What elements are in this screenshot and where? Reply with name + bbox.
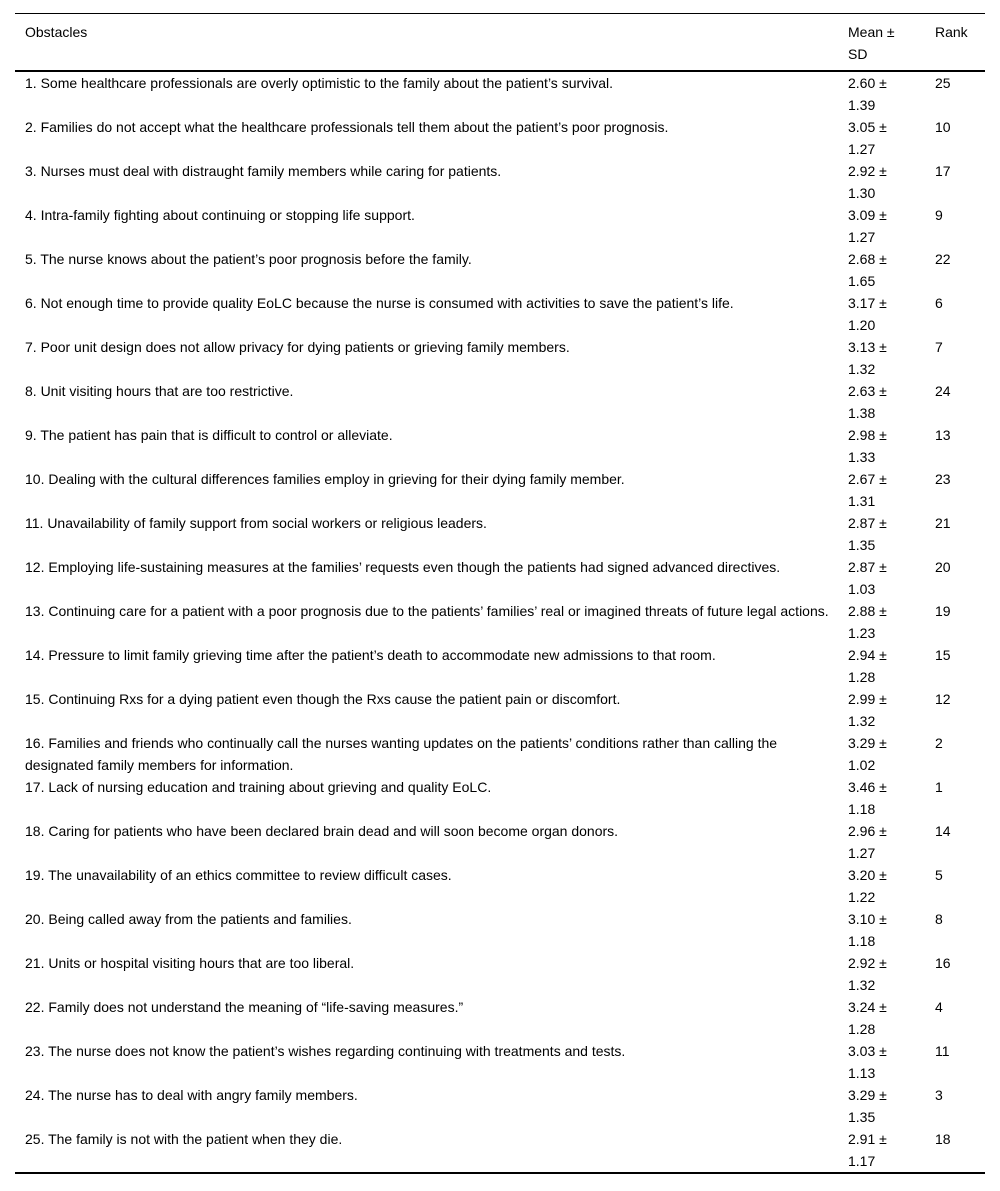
mean-value: 2.91 ± — [848, 1131, 887, 1147]
mean-sd-value — [848, 996, 935, 1040]
rank-value: 5 — [935, 867, 943, 883]
obstacle-text: 21. Units or hospital visiting hours that are too liberal. — [25, 955, 355, 971]
obstacle-text: 6. Not enough time to provide quality EoLC because the nurse is consumed with activities to save the patient’s life. — [25, 295, 734, 311]
sd-value: 1.35 — [848, 537, 876, 553]
sd-value: 1.28 — [848, 669, 876, 685]
sd-value: 1.30 — [848, 185, 876, 201]
mean-sd-value — [848, 160, 935, 204]
sd-value: 1.27 — [848, 141, 876, 157]
obstacle-text: 14. Pressure to limit family grieving time after the patient’s death to accommodate new admissions to that room. — [25, 647, 716, 663]
mean-sd-value — [848, 556, 935, 600]
rank-value: 24 — [935, 383, 951, 399]
rank-value: 25 — [935, 75, 951, 91]
mean-value: 2.63 ± — [848, 383, 887, 399]
rank-value: 14 — [935, 823, 951, 839]
table-row — [15, 688, 985, 732]
mean-sd-value — [848, 292, 935, 336]
obstacle-text: 20. Being called away from the patients and families. — [25, 911, 352, 927]
sd-value: 1.65 — [848, 273, 876, 289]
sd-value: 1.17 — [848, 1153, 876, 1169]
sd-value: 1.22 — [848, 889, 876, 905]
obstacle-text: 2. Families do not accept what the healthcare professionals tell them about the patient’s poor prognosis. — [25, 119, 669, 135]
mean-sd-value — [848, 776, 935, 820]
rank-value: 10 — [935, 119, 951, 135]
mean-sd-value — [848, 468, 935, 512]
mean-sd-value — [848, 204, 935, 248]
table-row — [15, 248, 985, 292]
mean-value: 2.94 ± — [848, 647, 887, 663]
sd-value: 1.02 — [848, 757, 876, 773]
col-header-rank-label: Rank — [935, 24, 968, 40]
mean-value: 2.98 ± — [848, 427, 887, 443]
table-body — [15, 71, 985, 1173]
mean-value: 2.87 ± — [848, 559, 887, 575]
rank-value: 16 — [935, 955, 951, 971]
mean-value: 2.68 ± — [848, 251, 887, 267]
obstacle-text: 25. The family is not with the patient when they die. — [25, 1131, 343, 1147]
mean-value: 2.96 ± — [848, 823, 887, 839]
rank-value: 11 — [935, 1043, 950, 1059]
obstacle-text: 16. Families and friends who continually call the nurses wanting updates on the patients’ conditions rather than calling the designated family members for information. — [25, 735, 778, 773]
obstacle-text: 9. The patient has pain that is difficult to control or alleviate. — [25, 427, 393, 443]
sd-value: 1.27 — [848, 845, 876, 861]
table-row — [15, 732, 985, 776]
rank-value: 18 — [935, 1131, 951, 1147]
table-row — [15, 116, 985, 160]
mean-sd-value — [848, 1128, 935, 1173]
rank-value: 1 — [935, 779, 943, 795]
mean-sd-value — [848, 600, 935, 644]
obstacle-text: 23. The nurse does not know the patient’s wishes regarding continuing with treatments and tests. — [25, 1043, 626, 1059]
mean-sd-value — [848, 1040, 935, 1084]
table-row — [15, 336, 985, 380]
rank-value: 21 — [935, 515, 951, 531]
mean-value: 2.92 ± — [848, 955, 887, 971]
sd-value: 1.32 — [848, 713, 876, 729]
col-header-mean-sd — [848, 14, 935, 72]
obstacle-text: 15. Continuing Rxs for a dying patient even though the Rxs cause the patient pain or discomfort. — [25, 691, 621, 707]
mean-sd-value — [848, 688, 935, 732]
obstacle-text: 4. Intra-family fighting about continuing or stopping life support. — [25, 207, 415, 223]
rank-value: 6 — [935, 295, 943, 311]
table-row — [15, 1084, 985, 1128]
col-header-obstacles — [15, 14, 848, 72]
rank-value: 20 — [935, 559, 951, 575]
rank-value: 3 — [935, 1087, 943, 1103]
obstacle-text: 17. Lack of nursing education and training about grieving and quality EoLC. — [25, 779, 492, 795]
rank-value: 17 — [935, 163, 951, 179]
mean-sd-value — [848, 336, 935, 380]
obstacles-table — [15, 13, 985, 1174]
obstacle-text: 8. Unit visiting hours that are too restrictive. — [25, 383, 294, 399]
mean-value: 3.24 ± — [848, 999, 887, 1015]
mean-value: 2.99 ± — [848, 691, 887, 707]
sd-value: 1.27 — [848, 229, 876, 245]
mean-value: 2.60 ± — [848, 75, 887, 91]
obstacle-text: 10. Dealing with the cultural differences families employ in grieving for their dying family member. — [25, 471, 625, 487]
table-row — [15, 556, 985, 600]
mean-sd-value — [848, 1084, 935, 1128]
table-row — [15, 864, 985, 908]
obstacle-text: 5. The nurse knows about the patient’s poor prognosis before the family. — [25, 251, 472, 267]
col-header-rank — [935, 14, 985, 72]
mean-value: 3.10 ± — [848, 911, 887, 927]
table-row — [15, 776, 985, 820]
table-row — [15, 71, 985, 116]
sd-value: 1.38 — [848, 405, 876, 421]
mean-sd-value — [848, 380, 935, 424]
sd-value: 1.23 — [848, 625, 876, 641]
mean-sd-value — [848, 732, 935, 776]
table-row — [15, 952, 985, 996]
table-row — [15, 1040, 985, 1084]
rank-value: 15 — [935, 647, 951, 663]
table-row — [15, 204, 985, 248]
obstacle-text: 3. Nurses must deal with distraught family members while caring for patients. — [25, 163, 502, 179]
obstacle-text: 22. Family does not understand the meaning of “life-saving measures.” — [25, 999, 464, 1015]
sd-value: 1.33 — [848, 449, 876, 465]
sd-value: 1.39 — [848, 97, 876, 113]
obstacle-text: 12. Employing life-sustaining measures at the families’ requests even though the patients had signed advanced directives. — [25, 559, 781, 575]
sd-value: 1.18 — [848, 801, 876, 817]
mean-sd-value — [848, 952, 935, 996]
mean-sd-value — [848, 248, 935, 292]
mean-sd-value — [848, 424, 935, 468]
table-row — [15, 908, 985, 952]
mean-value: 3.03 ± — [848, 1043, 887, 1059]
header-row — [15, 14, 985, 72]
table-row — [15, 996, 985, 1040]
obstacle-text: 1. Some healthcare professionals are overly optimistic to the family about the patient’s survival. — [25, 75, 614, 91]
table-row — [15, 292, 985, 336]
table-row — [15, 380, 985, 424]
table-row — [15, 468, 985, 512]
sd-value: 1.28 — [848, 1021, 876, 1037]
sd-value: 1.20 — [848, 317, 876, 333]
sd-value: 1.35 — [848, 1109, 876, 1125]
rank-value: 4 — [935, 999, 943, 1015]
rank-value: 9 — [935, 207, 943, 223]
mean-sd-value — [848, 820, 935, 864]
obstacle-text: 24. The nurse has to deal with angry family members. — [25, 1087, 358, 1103]
obstacle-text: 7. Poor unit design does not allow privacy for dying patients or grieving family members. — [25, 339, 570, 355]
table-row — [15, 1128, 985, 1173]
sd-value: 1.18 — [848, 933, 876, 949]
sd-value: 1.03 — [848, 581, 876, 597]
mean-value: 3.09 ± — [848, 207, 887, 223]
table-row — [15, 424, 985, 468]
mean-sd-value — [848, 644, 935, 688]
mean-value: 2.92 ± — [848, 163, 887, 179]
table-row — [15, 160, 985, 204]
mean-value: 3.29 ± — [848, 735, 887, 751]
mean-value: 3.05 ± — [848, 119, 887, 135]
rank-value: 8 — [935, 911, 943, 927]
mean-value: 2.87 ± — [848, 515, 887, 531]
sd-value: 1.32 — [848, 977, 876, 993]
table-row — [15, 512, 985, 556]
mean-sd-value — [848, 116, 935, 160]
mean-value: 3.17 ± — [848, 295, 887, 311]
col-header-obstacles-label: Obstacles — [25, 24, 88, 40]
table-row — [15, 820, 985, 864]
rank-value: 2 — [935, 735, 943, 751]
mean-value: 3.13 ± — [848, 339, 887, 355]
mean-sd-value — [848, 864, 935, 908]
mean-sd-value — [848, 71, 935, 116]
mean-value: 3.29 ± — [848, 1087, 887, 1103]
col-header-mean-line1: Mean ± — [848, 24, 895, 40]
rank-value: 7 — [935, 339, 943, 355]
mean-value: 3.46 ± — [848, 779, 887, 795]
table-row — [15, 600, 985, 644]
table-header — [15, 14, 985, 72]
rank-value: 23 — [935, 471, 951, 487]
obstacle-text: 13. Continuing care for a patient with a poor prognosis due to the patients’ families’ real or imagined threats of future legal actions. — [25, 603, 829, 619]
col-header-mean-line2: SD — [848, 46, 868, 62]
mean-value: 2.88 ± — [848, 603, 887, 619]
obstacle-text: 19. The unavailability of an ethics committee to review difficult cases. — [25, 867, 452, 883]
rank-value: 12 — [935, 691, 951, 707]
sd-value: 1.13 — [848, 1065, 876, 1081]
mean-value: 2.67 ± — [848, 471, 887, 487]
table-row — [15, 644, 985, 688]
mean-value: 3.20 ± — [848, 867, 887, 883]
rank-value: 19 — [935, 603, 951, 619]
obstacle-text: 18. Caring for patients who have been declared brain dead and will soon become organ donors. — [25, 823, 619, 839]
mean-sd-value — [848, 908, 935, 952]
sd-value: 1.32 — [848, 361, 876, 377]
rank-value: 22 — [935, 251, 951, 267]
sd-value: 1.31 — [848, 493, 876, 509]
rank-value: 13 — [935, 427, 951, 443]
obstacle-text: 11. Unavailability of family support from social workers or religious leaders. — [25, 515, 487, 531]
mean-sd-value — [848, 512, 935, 556]
